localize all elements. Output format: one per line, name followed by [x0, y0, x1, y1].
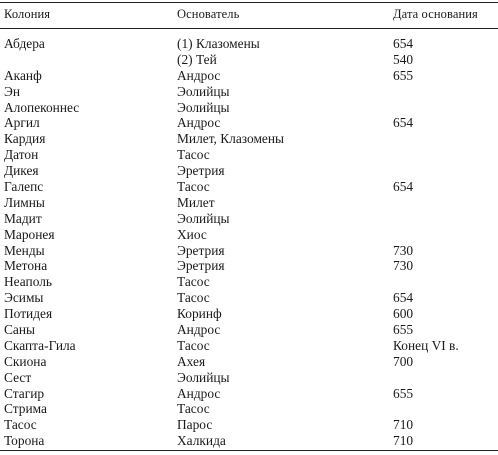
cell-date: 540 — [393, 51, 414, 67]
header-date: Дата основания — [393, 7, 478, 21]
cell-founder: (1) Клазомены — [177, 36, 260, 51]
cell-colony: Мадит — [4, 210, 42, 226]
table-row — [0, 290, 498, 306]
table-row — [0, 338, 498, 354]
cell-date: 655 — [393, 385, 414, 401]
cell-founder: Эолийцы — [177, 99, 230, 115]
cell-founder: Тасос — [177, 274, 210, 290]
header-founder: Основатель — [177, 7, 240, 21]
cell-date: 710 — [393, 417, 414, 433]
cell-date: 654 — [393, 115, 414, 131]
cell-date: 600 — [393, 306, 414, 322]
cell-colony: Стагир — [4, 385, 45, 401]
cell-founder: Андрос — [177, 322, 221, 338]
table-top-rule — [0, 2, 498, 3]
cell-founder: Эолийцы — [177, 369, 230, 385]
cell-founder: Парос — [177, 417, 213, 433]
table-row — [0, 179, 498, 195]
cell-founder: Тасос — [177, 179, 210, 195]
cell-colony: Аканф — [4, 67, 42, 83]
cell-founder: Тасос — [177, 337, 210, 353]
table-row — [0, 354, 498, 370]
cell-colony: Аргил — [4, 115, 40, 131]
cell-colony: Скиона — [4, 353, 47, 369]
cell-founder: Эретрия — [177, 242, 225, 258]
cell-date: 710 — [393, 433, 414, 449]
table-header-rule — [0, 28, 498, 29]
cell-founder: Андрос — [177, 67, 221, 83]
cell-date: 730 — [393, 242, 414, 258]
table-row — [0, 195, 498, 211]
cell-date: 730 — [393, 258, 414, 274]
table-row — [0, 243, 498, 259]
table-row — [0, 322, 498, 338]
cell-colony: Алопеконнес — [4, 99, 80, 115]
table-header-row — [0, 7, 498, 25]
table-bottom-rule — [0, 450, 498, 451]
cell-colony: Эсимы — [4, 290, 44, 306]
cell-colony: Дикея — [4, 163, 39, 179]
table-row — [0, 258, 498, 274]
cell-founder: Халкида — [177, 433, 226, 449]
cell-colony: Неаполь — [4, 274, 53, 290]
cell-date: 654 — [393, 36, 414, 51]
cell-founder: Ахея — [177, 353, 206, 369]
cell-colony: Метона — [4, 258, 48, 274]
cell-colony: Лимны — [4, 194, 45, 210]
cell-colony: Стрима — [4, 401, 47, 417]
table-row — [0, 370, 498, 386]
cell-colony: Эн — [4, 83, 21, 99]
cell-founder: Эолийцы — [177, 83, 230, 99]
cell-founder: (2) Тей — [177, 51, 217, 67]
cell-colony: Галепс — [4, 179, 44, 195]
table-row — [0, 163, 498, 179]
cell-colony: Маронея — [4, 226, 55, 242]
cell-date: 654 — [393, 290, 414, 306]
cell-founder: Эретрия — [177, 258, 225, 274]
cell-date: 655 — [393, 67, 414, 83]
table-row — [0, 401, 498, 417]
table-row — [0, 274, 498, 290]
cell-founder: Андрос — [177, 115, 221, 131]
cell-colony: Кардия — [4, 131, 46, 147]
table-body — [0, 36, 498, 449]
cell-date: 655 — [393, 322, 414, 338]
cell-founder: Коринф — [177, 306, 222, 322]
table-row — [0, 386, 498, 402]
table-row — [0, 115, 498, 131]
cell-date: Конец VI в. — [393, 337, 459, 353]
cell-colony: Датон — [4, 147, 39, 163]
cell-founder: Андрос — [177, 385, 221, 401]
table-row — [0, 52, 498, 68]
table-row — [0, 36, 498, 52]
cell-colony: Сест — [4, 369, 32, 385]
cell-colony: Скапта-Гила — [4, 337, 76, 353]
cell-colony: Саны — [4, 322, 36, 338]
table-row — [0, 100, 498, 116]
cell-founder: Тасос — [177, 290, 210, 306]
table-row — [0, 147, 498, 163]
cell-founder: Тасос — [177, 147, 210, 163]
cell-colony: Торона — [4, 433, 45, 449]
cell-founder: Милет, Клазомены — [177, 131, 285, 147]
cell-colony: Тасос — [4, 417, 37, 433]
table-row — [0, 417, 498, 433]
table-row — [0, 68, 498, 84]
cell-date: 700 — [393, 353, 414, 369]
table-row — [0, 306, 498, 322]
cell-founder: Хиос — [177, 226, 207, 242]
table-row — [0, 131, 498, 147]
table-row — [0, 211, 498, 227]
cell-colony: Менды — [4, 242, 45, 258]
cell-founder: Эолийцы — [177, 210, 230, 226]
table-row — [0, 227, 498, 243]
cell-colony: Абдера — [4, 36, 45, 51]
table-row — [0, 84, 498, 100]
header-colony: Колония — [4, 7, 51, 21]
cell-founder: Милет — [177, 194, 215, 210]
table-row — [0, 433, 498, 449]
cell-date: 654 — [393, 179, 414, 195]
cell-founder: Тасос — [177, 401, 210, 417]
cell-founder: Эретрия — [177, 163, 225, 179]
cell-colony: Потидея — [4, 306, 53, 322]
